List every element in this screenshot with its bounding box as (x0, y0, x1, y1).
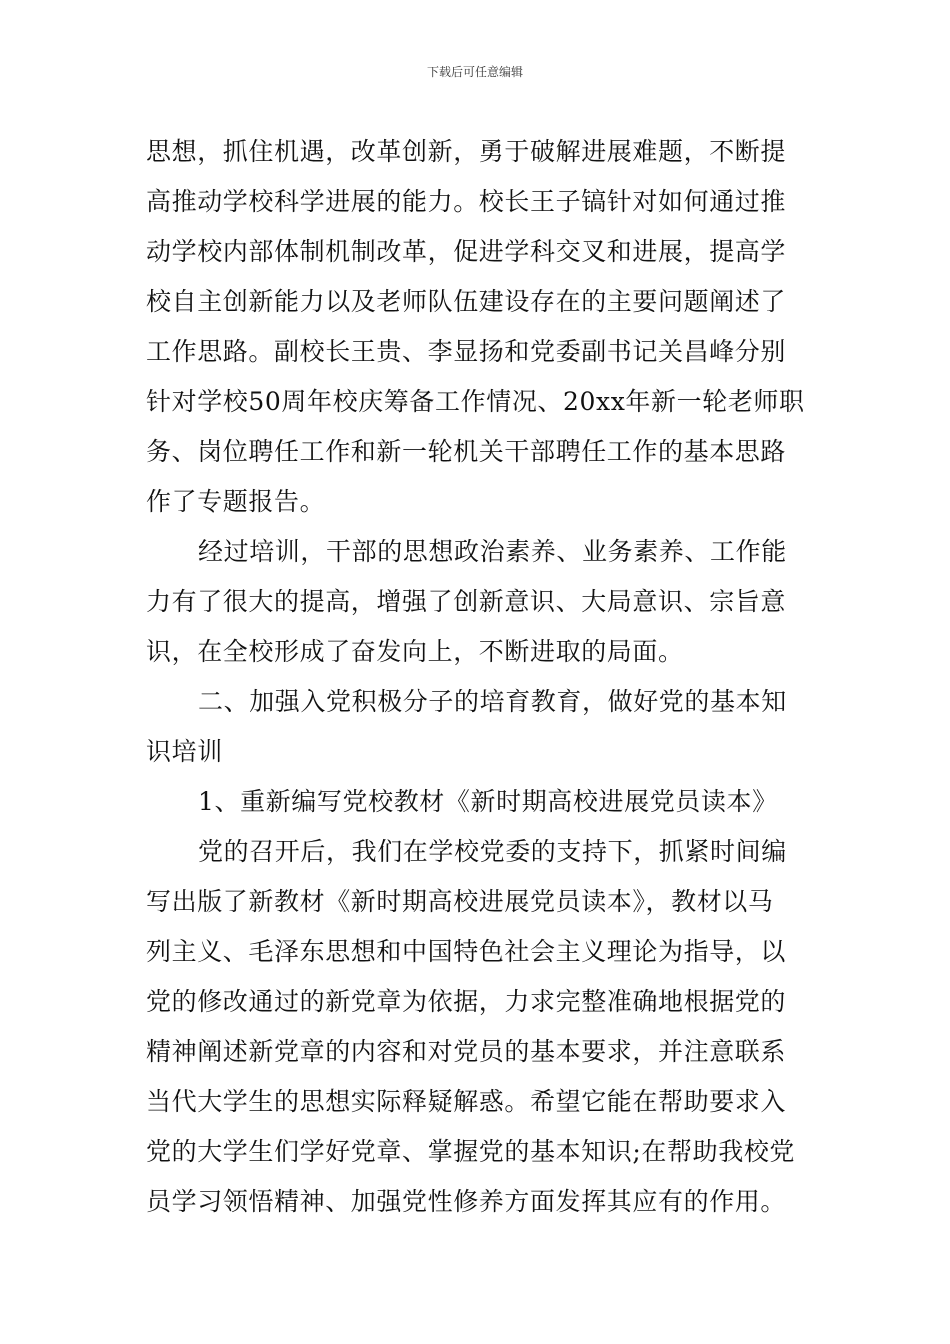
text-line: 党的修改通过的新党章为依据，力求完整准确地根据党的 (146, 987, 787, 1016)
text-line: 识，在全校形成了奋发向上，不断进取的局面。 (146, 637, 684, 666)
text-line: 写出版了新教材《新时期高校进展党员读本》，教材以马 (146, 887, 774, 916)
text-line: 校自主创新能力以及老师队伍建设存在的主要问题阐述了 (146, 287, 787, 316)
text-line: 务、岗位聘任工作和新一轮机关干部聘任工作的基本思路 (146, 437, 787, 466)
text-line: 工作思路。副校长王贵、李显扬和党委副书记关昌峰分别 (146, 337, 787, 366)
text-line: 党的大学生们学好党章、掌握党的基本知识;在帮助我校党 (146, 1137, 796, 1166)
text-line: 员学习领悟精神、加强党性修养方面发挥其应有的作用。 (146, 1187, 787, 1216)
subsection-heading-line: 1、重新编写党校教材《新时期高校进展党员读本》 (198, 787, 778, 816)
page-header: 下载后可任意编辑 (426, 65, 523, 79)
text-line: 思想，抓住机遇，改革创新，勇于破解进展难题，不断提 (146, 137, 787, 166)
document-body (146, 127, 814, 1227)
section-heading-line: 二、加强入党积极分子的培育教育，做好党的基本知 (198, 687, 787, 716)
text-line: 力有了很大的提高，增强了创新意识、大局意识、宗旨意 (146, 587, 787, 616)
text-line: 当代大学生的思想实际释疑解惑。希望它能在帮助要求入 (146, 1087, 787, 1116)
paragraph-start-line: 党的召开后，我们在学校党委的支持下，抓紧时间编 (198, 837, 787, 866)
text-line: 精神阐述新党章的内容和对党员的基本要求，并注意联系 (146, 1037, 787, 1066)
text-line: 作了专题报告。 (146, 487, 326, 516)
text-line: 高推动学校科学进展的能力。校长王子镐针对如何通过推 (146, 187, 787, 216)
text-line: 动学校内部体制机制改革，促进学科交叉和进展，提高学 (146, 237, 787, 266)
text-line: 针对学校50周年校庆筹备工作情况、20xx年新一轮老师职 (146, 387, 805, 416)
section-heading-line: 识培训 (146, 737, 223, 766)
paragraph-start-line: 经过培训，干部的思想政治素养、业务素养、工作能 (198, 537, 787, 566)
text-line: 列主义、毛泽东思想和中国特色社会主义理论为指导，以 (146, 937, 787, 966)
